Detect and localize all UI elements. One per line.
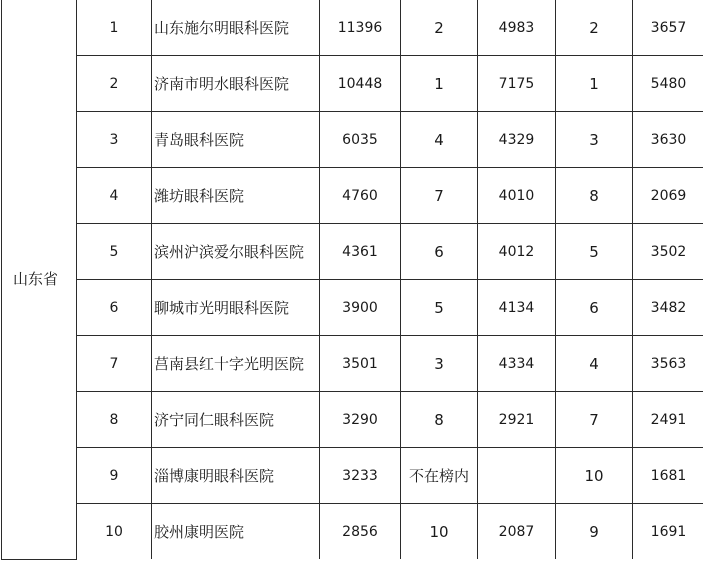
province-cell: 山东省	[2, 0, 77, 559]
value-1-cell: 10448	[320, 56, 401, 112]
rank-cell: 7	[77, 336, 152, 392]
table-row	[2, 504, 705, 560]
value-2-cell: 4134	[478, 280, 556, 336]
table-body	[2, 0, 705, 559]
rank-2-cell: 7	[556, 392, 633, 448]
hospital-name-cell: 胶州康明医院	[152, 504, 320, 560]
rank-cell: 8	[77, 392, 152, 448]
table-row	[2, 224, 705, 280]
rank-cell: 6	[77, 280, 152, 336]
value-1-cell: 6035	[320, 112, 401, 168]
rank-cell: 2	[77, 56, 152, 112]
value-1-cell: 2856	[320, 504, 401, 560]
hospital-name-cell: 潍坊眼科医院	[152, 168, 320, 224]
rank-2-cell: 8	[556, 168, 633, 224]
value-2-cell: 4329	[478, 112, 556, 168]
rank-1-cell: 2	[401, 0, 478, 56]
viewport-edge	[703, 0, 707, 563]
value-3-cell: 2069	[633, 168, 705, 224]
value-2-cell: 4334	[478, 336, 556, 392]
table-row	[2, 448, 705, 504]
rank-1-cell: 7	[401, 168, 478, 224]
value-1-cell: 3290	[320, 392, 401, 448]
value-2-cell: 4010	[478, 168, 556, 224]
value-2-cell: 2921	[478, 392, 556, 448]
hospital-name-cell: 济南市明水眼科医院	[152, 56, 320, 112]
rank-2-cell: 5	[556, 224, 633, 280]
hospital-ranking-table	[1, 0, 705, 560]
value-2-cell: 2087	[478, 504, 556, 560]
rank-1-cell: 10	[401, 504, 478, 560]
value-1-cell: 3501	[320, 336, 401, 392]
value-3-cell: 1681	[633, 448, 705, 504]
rank-2-cell: 9	[556, 504, 633, 560]
rank-2-cell: 3	[556, 112, 633, 168]
rank-cell: 10	[77, 504, 152, 560]
value-2-cell	[478, 448, 556, 504]
value-1-cell: 11396	[320, 0, 401, 56]
value-1-cell: 4760	[320, 168, 401, 224]
rank-2-cell: 10	[556, 448, 633, 504]
hospital-name-cell: 山东施尔明眼科医院	[152, 0, 320, 56]
rank-2-cell: 1	[556, 56, 633, 112]
value-1-cell: 4361	[320, 224, 401, 280]
rank-1-cell: 不在榜内	[401, 448, 478, 504]
rank-cell: 9	[77, 448, 152, 504]
table-row	[2, 336, 705, 392]
value-2-cell: 4983	[478, 0, 556, 56]
rank-2-cell: 4	[556, 336, 633, 392]
value-2-cell: 7175	[478, 56, 556, 112]
value-2-cell: 4012	[478, 224, 556, 280]
rank-1-cell: 3	[401, 336, 478, 392]
rank-cell: 4	[77, 168, 152, 224]
rank-1-cell: 1	[401, 56, 478, 112]
value-3-cell: 5480	[633, 56, 705, 112]
rank-1-cell: 4	[401, 112, 478, 168]
value-3-cell: 3563	[633, 336, 705, 392]
hospital-name-cell: 滨州沪滨爱尔眼科医院	[152, 224, 320, 280]
rank-1-cell: 6	[401, 224, 478, 280]
value-3-cell: 3482	[633, 280, 705, 336]
rank-cell: 3	[77, 112, 152, 168]
value-1-cell: 3233	[320, 448, 401, 504]
table-row	[2, 168, 705, 224]
value-3-cell: 3502	[633, 224, 705, 280]
hospital-name-cell: 聊城市光明眼科医院	[152, 280, 320, 336]
rank-1-cell: 8	[401, 392, 478, 448]
table-row	[2, 112, 705, 168]
table-row	[2, 56, 705, 112]
rank-1-cell: 5	[401, 280, 478, 336]
value-3-cell: 1691	[633, 504, 705, 560]
hospital-name-cell: 莒南县红十字光明医院	[152, 336, 320, 392]
rank-2-cell: 2	[556, 0, 633, 56]
hospital-name-cell: 淄博康明眼科医院	[152, 448, 320, 504]
value-1-cell: 3900	[320, 280, 401, 336]
table-row	[2, 392, 705, 448]
value-3-cell: 3630	[633, 112, 705, 168]
rank-cell: 1	[77, 0, 152, 56]
value-3-cell: 2491	[633, 392, 705, 448]
table-row	[2, 280, 705, 336]
hospital-name-cell: 济宁同仁眼科医院	[152, 392, 320, 448]
table-row	[2, 0, 705, 56]
value-3-cell: 3657	[633, 0, 705, 56]
hospital-name-cell: 青岛眼科医院	[152, 112, 320, 168]
rank-2-cell: 6	[556, 280, 633, 336]
rank-cell: 5	[77, 224, 152, 280]
